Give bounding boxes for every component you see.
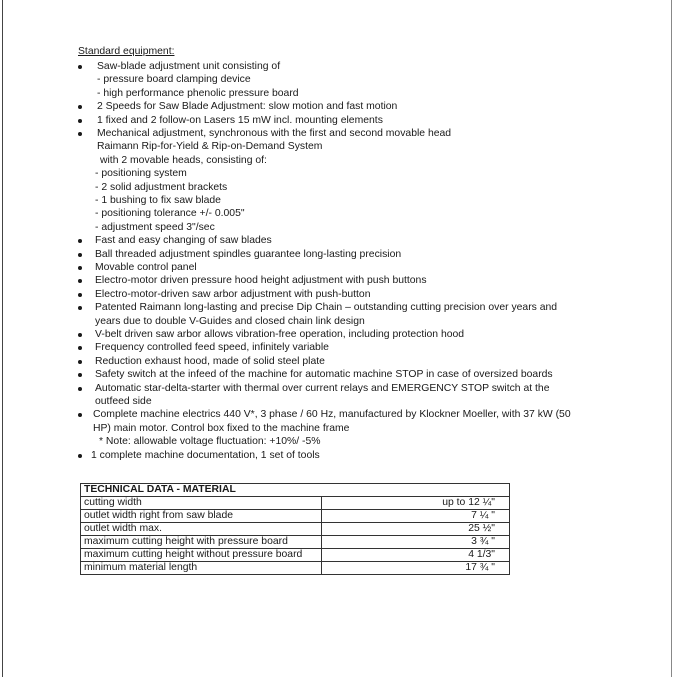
bullet-icon [78,279,82,283]
bullet-icon [78,105,82,109]
bullet-icon [78,253,82,257]
technical-data-value: 7 ¼ " [322,510,510,523]
technical-data-label: cutting width [81,497,322,510]
technical-data-label: outlet width max. [81,523,322,536]
bullet-icon [78,373,82,377]
technical-data-header-row [81,484,510,497]
equipment-line-text: Ball threaded adjustment spindles guarantee long-lasting precision [95,248,402,260]
technical-data-value: 3 ¾ " [322,536,510,549]
equipment-line-text: - positioning tolerance +/- 0.005" [95,208,245,220]
equipment-line-text: Saw-blade adjustment unit consisting of [97,61,281,72]
equipment-line-text: - high performance phenolic pressure board [97,87,299,99]
equipment-line-text: Complete machine electrics 440 V*, 3 phase / 60 Hz, manufactured by Klockner Moeller, with 37 kW (50 [93,409,571,421]
bullet-icon [78,387,82,391]
equipment-line-text: - pressure board clamping device [97,74,251,86]
equipment-line-text: Electro-motor driven pressure hood height adjustment with push buttons [95,275,427,287]
equipment-line-text: Patented Raimann long-lasting and precise Dip Chain – outstanding cutting precision over years and [95,302,558,314]
equipment-line-text: Movable control panel [95,262,197,273]
equipment-line-text: Fast and easy changing of saw blades [95,235,272,247]
bullet-icon [78,413,82,417]
scan-edge-right [671,0,672,677]
technical-data-value: 25 ½" [322,523,510,536]
equipment-line-text: * Note: allowable voltage fluctuation: +10%/ -5% [99,436,321,448]
equipment-line-text: HP) main motor. Control box fixed to the machine frame [93,422,350,434]
scan-edge-left [2,0,3,677]
technical-data-label: maximum cutting height with pressure board [81,536,322,549]
equipment-line-text: Raimann Rip-for-Yield & Rip-on-Demand System [97,141,323,153]
equipment-line-text: Electro-motor-driven saw arbor adjustment with push-button [95,288,371,300]
bullet-icon [78,239,82,243]
bullet-icon [78,293,82,297]
technical-data-title: TECHNICAL DATA - MATERIAL [81,484,510,497]
bullet-icon [78,132,82,136]
technical-data-label: maximum cutting height without pressure board [81,549,322,562]
technical-data-row [81,497,510,510]
bullet-icon [78,65,82,69]
bullet-icon [78,360,82,364]
bullet-icon [78,266,82,270]
equipment-line-text: Automatic star-delta-starter with thermal over current relays and EMERGENCY STOP switch at the [95,382,550,394]
technical-data-value: up to 12 ¼" [322,497,510,510]
equipment-line-text: outfeed side [95,396,152,407]
technical-data-table [80,483,510,575]
equipment-line-text: - 2 solid adjustment brackets [95,181,228,193]
equipment-line-text: with 2 movable heads, consisting of: [100,154,267,166]
technical-data-value: 4 1/3" [322,549,510,562]
technical-data-row [81,523,510,536]
bullet-icon [78,454,82,458]
equipment-line-text: years due to double V-Guides and closed chain link design [95,315,365,327]
equipment-line-text: V-belt driven saw arbor allows vibration-free operation, including protection hood [95,329,465,340]
equipment-line-text: - 1 bushing to fix saw blade [95,195,221,206]
equipment-line-text: - adjustment speed 3"/sec [95,221,215,233]
technical-data-row [81,549,510,562]
technical-data-row [81,562,510,575]
technical-data-body [81,497,510,575]
equipment-line-text: 2 Speeds for Saw Blade Adjustment: slow motion and fast motion [97,101,398,113]
equipment-line-text: Reduction exhaust hood, made of solid steel plate [95,355,325,367]
standard-equipment-title: Standard equipment: [78,46,175,57]
equipment-line-text: 1 fixed and 2 follow-on Lasers 15 mW incl. mounting elements [97,114,383,126]
equipment-line-text: Mechanical adjustment, synchronous with the first and second movable head [97,128,452,139]
equipment-line-text: 1 complete machine documentation, 1 set of tools [91,449,320,461]
bullet-icon [78,306,82,310]
bullet-icon [78,119,82,123]
equipment-line-text: Frequency controlled feed speed, infinitely variable [95,342,329,354]
technical-data-row [81,510,510,523]
equipment-line-text: - positioning system [95,168,187,180]
technical-data-value: 17 ¾ " [322,562,510,575]
technical-data-label: outlet width right from saw blade [81,510,322,523]
bullet-icon [78,346,82,350]
technical-data-label: minimum material length [81,562,322,575]
bullet-icon [78,333,82,337]
equipment-line-text: Safety switch at the infeed of the machine for automatic machine STOP in case of oversized boards [95,369,553,381]
technical-data-row [81,536,510,549]
